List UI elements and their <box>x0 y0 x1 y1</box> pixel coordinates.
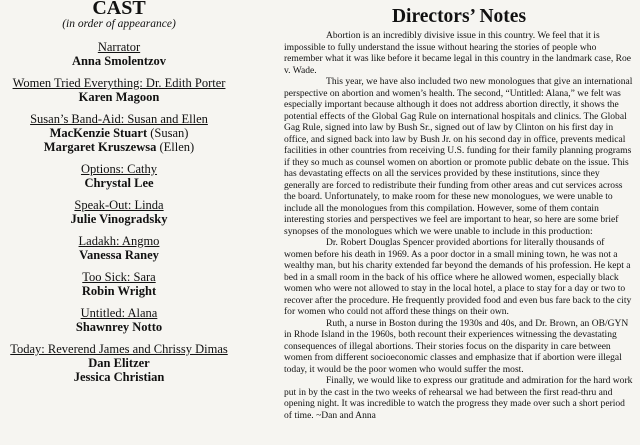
role-title: Narrator <box>97 40 141 54</box>
actor-name: Jessica Christian <box>73 370 165 384</box>
cast-column <box>0 0 238 445</box>
actor-name: Margaret Kruszewsa (Ellen) <box>43 140 195 154</box>
role-block <box>0 163 238 190</box>
actor-name: Julie Vinogradsky <box>70 212 168 226</box>
notes-title: Directors’ Notes <box>391 6 527 27</box>
role-block <box>0 113 238 154</box>
role-title: Susan’s Band-Aid: Susan and Ellen <box>30 112 208 126</box>
directors-notes <box>284 0 634 445</box>
actor-name: Karen Magoon <box>78 90 160 104</box>
actor-name: Anna Smolentzov <box>71 54 167 68</box>
role-title: Women Tried Everything: Dr. Edith Porter <box>12 76 226 90</box>
actor-name: MacKenzie Stuart (Susan) <box>49 126 189 140</box>
notes-paragraph: Ruth, a nurse in Boston during the 1930s and 40s, and Dr. Brown, an OB/GYN in Rhode Island in the 1960s, both recount their experiences witnessing the devastating consequences of illegal abortions. Their stories focus on the disparity in care between women from different socioeconomic classes and emphasize that if abortion were illegal today, it would be the poor women who would suffer the most. <box>284 317 629 375</box>
notes-paragraph: Abortion is an incredibly divisive issue in this country. We feel that it is impossible to fully understand the issue without hearing the stories of people who remember what it was like before it became legal in this country in the landmark case, Roe v. Wade. <box>284 30 632 76</box>
cast-title: CAST <box>92 0 146 19</box>
notes-paragraph: Finally, we would like to express our gratitude and admiration for the hard work put in by the cast in the two weeks of rehearsal we had between the first read-thru and opening night. It was incredible to watch the progress they made over such a short period of time. ~Dan and Anna <box>284 375 633 421</box>
role-title: Today: Reverend James and Chrissy Dimas <box>10 342 228 356</box>
cast-subtitle: (in order of appearance) <box>62 18 176 30</box>
role-block <box>0 271 238 298</box>
notes-paragraph: This year, we have also included two new monologues that give an international perspective on abortion and women’s health. The second, “Untitled: Alana,” we felt was especially important because although it does not address abortion directly, it shows the potential effects of the Global Gag Rule on international hospitals and clinics. The Global Gag Rule, signed into law by Bush Sr., signed out of law by Clinton on his first day in office, and signed back into law by Bush Jr. on his second day in office, prevents medical facilities in other countries from receiving U.S. funding for their family planning programs if they so much as counsel women on abortion or promote public debate on the issue. This has devastating effects on all the services provided by these institutions, since they generally are forced to redistribute their funding from other areas and cut services across the board. Unfortunately, to make room for these new monologues, we were unable to include all the monologues from this compilation. However, some of them contain interesting stories and perspectives we feel are important to hear, so here are some brief synopses of the monologues which we were unable to include in this production: <box>284 76 633 237</box>
role-block <box>0 343 238 384</box>
role-title: Options: Cathy <box>80 162 158 176</box>
role-block <box>0 307 238 334</box>
actor-name: Chrystal Lee <box>84 176 154 190</box>
role-block <box>0 77 238 104</box>
role-title: Speak-Out: Linda <box>74 198 164 212</box>
notes-paragraph: Dr. Robert Douglas Spencer provided abortions for literally thousands of women before his death in 1969. As a poor doctor in a small mining town, he was not a wealthy man, but his charity extended far beyond the demands of his profession. He kept a bed in a small room in the back of his office where he allowed women, especially black women who were not allowed to stay in the local hotel, a place to stay for a day or two to recover after the procedure. He frequently provided food and even bus fare back to the city for women who could not afford these things on their own. <box>284 237 632 317</box>
role-title: Untitled: Alana <box>80 306 158 320</box>
role-block <box>0 41 238 68</box>
actor-name: Dan Elitzer <box>88 356 150 370</box>
role-block <box>0 235 238 262</box>
actor-name: Robin Wright <box>81 284 157 298</box>
role-title: Ladakh: Angmo <box>78 234 160 248</box>
actor-name: Vanessa Raney <box>79 248 159 262</box>
role-block <box>0 199 238 226</box>
actor-name: Shawnrey Notto <box>75 320 163 334</box>
role-title: Too Sick: Sara <box>82 270 156 284</box>
